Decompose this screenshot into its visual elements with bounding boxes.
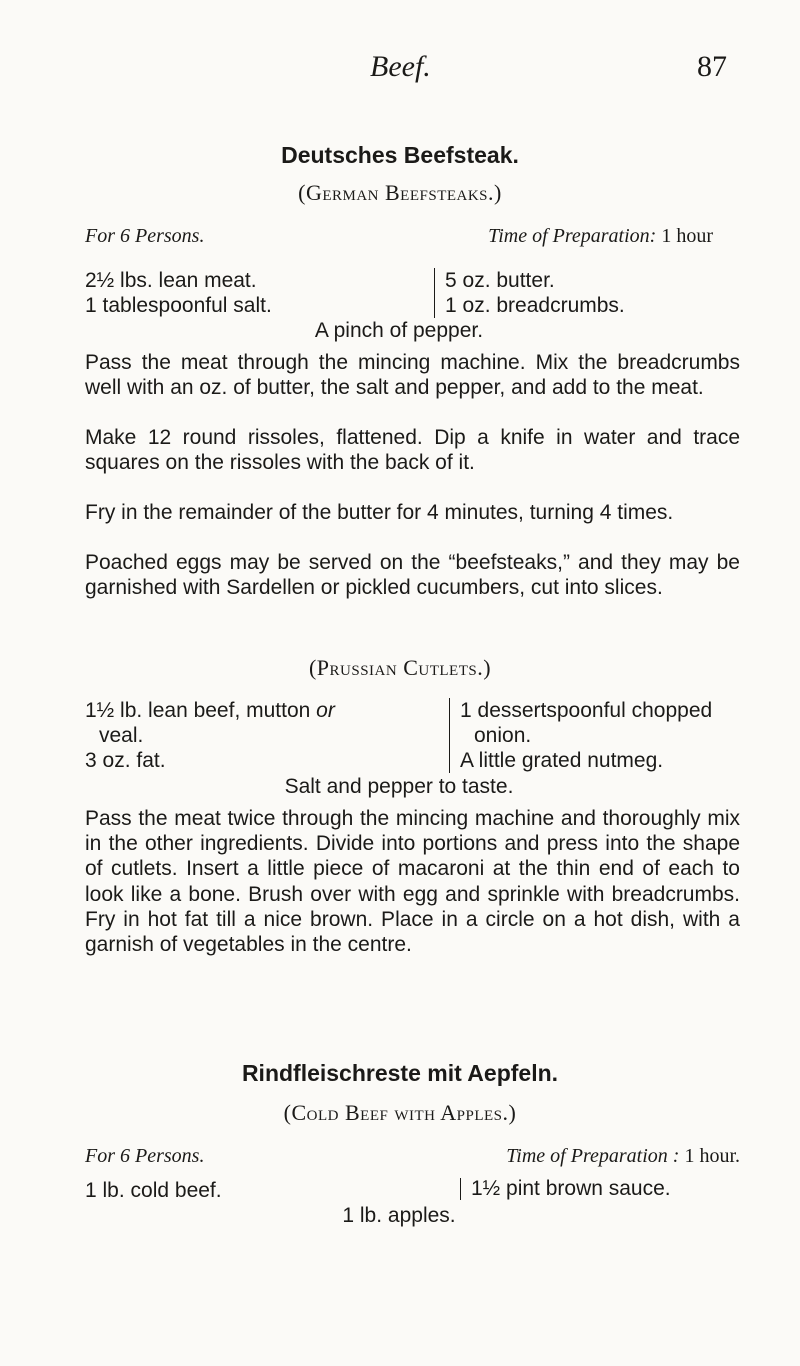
ingredient: 3 oz. fat. [85,749,166,772]
ingredient: 1 lb. cold beef. [85,1179,222,1202]
ingredients-left-column [85,698,425,773]
running-title: Beef. [370,50,431,83]
method-paragraph: Fry in the remainder of the butter for 4 minutes, turning 4 times. [85,501,674,524]
ingredient-center: Salt and pepper to taste. [284,775,514,798]
ingredient-center: 1 lb. apples. [342,1204,456,1227]
method-paragraph: Poached eggs may be served on the “beefsteaks,” and they may be garnished with Sardellen or pickled cucumbers, cut into slices. [85,551,740,600]
method-paragraph: Pass the meat through the mincing machine. Mix the breadcrumbs well with an oz. of butter, the salt and pepper, and add to the meat. [85,351,740,400]
ingredient: 1 dessertspoonful chopped [460,699,713,722]
ingredient: 2½ lbs. lean meat. [85,269,257,292]
ingredient-list [85,268,745,348]
persons-label: For 6 Persons. [85,1145,205,1167]
ingredients-left-column [85,268,425,318]
ingredient-list [85,1178,745,1238]
time-value: 1 hour [661,225,713,247]
running-head [0,50,800,90]
preparation-time [506,1145,740,1168]
ingredients-right-column [460,1178,671,1200]
ingredient-list [85,698,745,804]
time-label: Time of Preparation : [506,1145,680,1167]
ingredient: 1½ pint brown sauce. [471,1177,671,1200]
method-paragraph: Pass the meat twice through the mincing machine and thoroughly mix in the other ingredients. Divide into portions and press into the shape of cutlets. Insert a little piece of macaroni at the thin end of each to look like a bone. Brush over with egg and sprinkle with breadcrumbs. Fry in hot fat till a nice brown. Place in a circle on a hot dish, with a garnish of vegetables in the centre. [85,807,740,957]
ingredients-right-column [449,698,712,773]
ingredient: A little grated nutmeg. [460,749,664,772]
ingredient: onion. [474,724,532,747]
ingredients-right-column [434,268,625,318]
recipe-subtitle: (Prussian Cutlets.) [308,655,492,680]
recipe-subtitle: (German Beefsteaks.) [298,180,502,205]
ingredient: veal. [99,724,144,747]
ingredient: 1½ lb. lean beef, mutton or [85,699,335,722]
ingredients-left-column [85,1178,425,1203]
time-label: Time of Preparation: [488,225,657,247]
ingredient-center: A pinch of pepper. [314,319,484,342]
persons-label: For 6 Persons. [85,225,205,247]
recipe-title: Rindfleischreste mit Aepfeln. [241,1060,559,1086]
ingredient: 1 oz. breadcrumbs. [445,294,625,317]
recipe-meta [85,225,713,248]
ingredient: 1 tablespoonful salt. [85,294,272,317]
recipe-subtitle: (Cold Beef with Apples.) [283,1100,517,1125]
ingredient: 5 oz. butter. [445,269,555,292]
page-number: 87 [697,50,727,83]
preparation-time [488,225,713,248]
recipe-meta [85,1145,740,1168]
time-value: 1 hour. [684,1145,740,1167]
recipe-title: Deutsches Beefsteak. [281,142,519,168]
method-paragraph: Make 12 round rissoles, flattened. Dip a knife in water and trace squares on the rissoles with the back of it. [85,426,740,475]
